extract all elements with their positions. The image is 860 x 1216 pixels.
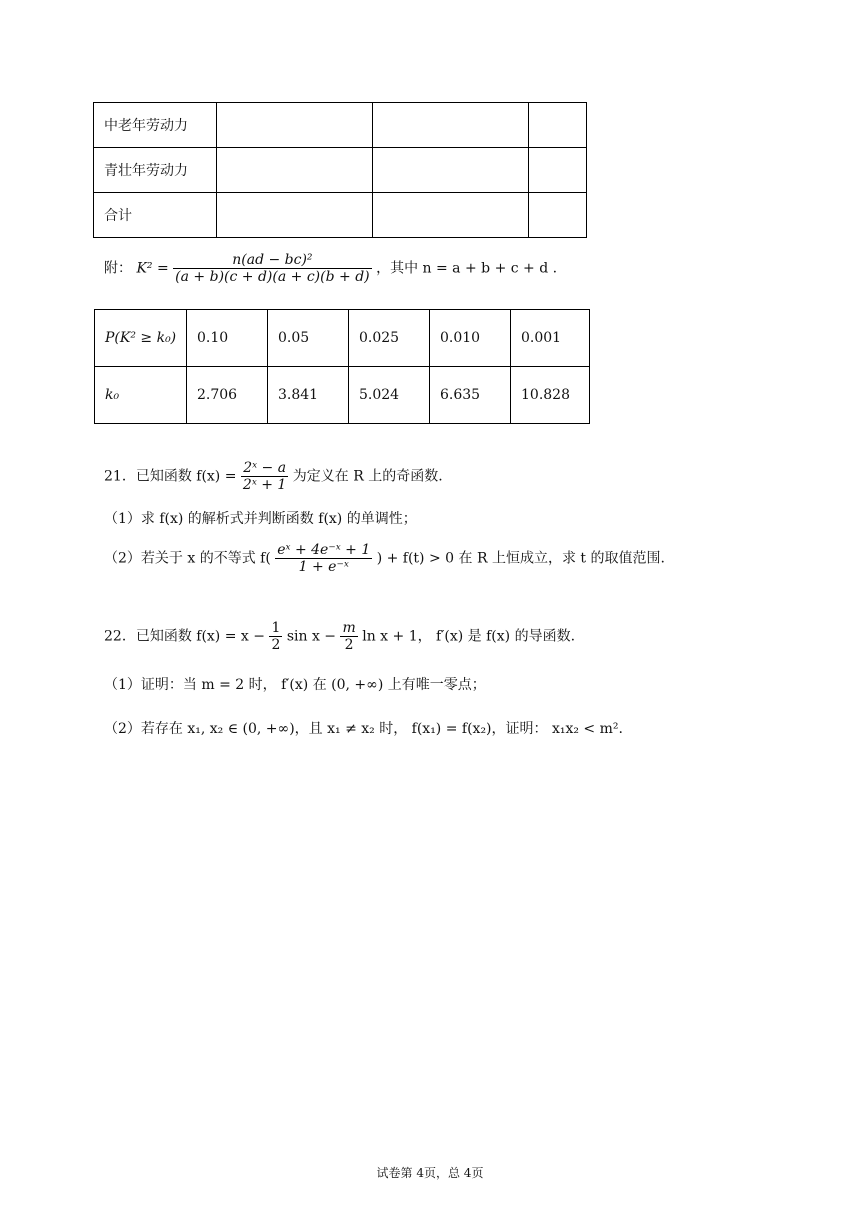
- p-value-cell: 0.10: [187, 310, 268, 367]
- table-cell: [529, 103, 587, 148]
- formula-suffix: ，其中 n = a + b + c + d .: [376, 260, 558, 277]
- table-row: [95, 367, 590, 424]
- question-21-part-2: （2）若关于 x 的不等式 f( $\frac{\text{eˣ + 4e⁻ˣ + 1}}{\text{1 + e⁻ˣ}}$ ) + f(t) > 0 在 R 上恒成立，求 t 的取值范围.: [104, 542, 665, 575]
- row-label: 合计: [94, 193, 217, 238]
- question-22-part-2: （2）若存在 x₁, x₂ ∈ (0, +∞)，且 x₁ ≠ x₂ 时， f(x₁) = f(x₂)，证明： x₁x₂ < m².: [104, 721, 623, 737]
- page-footer: 试卷第 4页，总 4页: [376, 1166, 484, 1180]
- q21-part2-fraction: $\frac{\text{eˣ + 4e⁻ˣ + 1}}{\text{1 + e⁻ˣ}}$: [277, 542, 371, 575]
- q21-fraction: $\frac{\text{2ˣ − a}}{\text{2ˣ + 1}}$: [242, 460, 287, 493]
- formula-numerator: n(ad − bc)²: [173, 252, 371, 269]
- p-row-label: P(K² ≥ k₀): [95, 310, 187, 367]
- q22-m-fraction: $\frac{m}{2}$: [342, 620, 356, 653]
- k-value-cell: 3.841: [268, 367, 349, 424]
- table-cell: [373, 148, 529, 193]
- table-row: [95, 310, 590, 367]
- table-row: [94, 148, 587, 193]
- question-22-stem: 22．已知函数 f(x) = x − $\frac{1}{2}$ sin x − $\frac{m}{2}$ ln x + 1， f′(x) 是 f(x) 的导函数.: [104, 620, 576, 653]
- row-label: 中老年劳动力: [94, 103, 217, 148]
- table-cell: [217, 193, 373, 238]
- table-cell: [373, 193, 529, 238]
- formula-fraction: [173, 252, 371, 285]
- p-value-cell: 0.05: [268, 310, 349, 367]
- question-21-stem: 21．已知函数 f(x) = $\frac{\text{2ˣ − a}}{\text{2ˣ + 1}}$ 为定义在 R 上的奇函数.: [104, 460, 443, 493]
- appendix-prefix: 附：: [104, 260, 132, 277]
- table-row: [94, 193, 587, 238]
- table-cell: [217, 103, 373, 148]
- p-value-cell: 0.025: [349, 310, 430, 367]
- table-cell: [529, 193, 587, 238]
- formula-lhs: K² =: [136, 260, 169, 277]
- table-cell: [529, 148, 587, 193]
- table-cell: [217, 148, 373, 193]
- critical-value-table: [94, 309, 590, 424]
- k-value-cell: 2.706: [187, 367, 268, 424]
- q22-half-fraction: $\frac{1}{2}$: [271, 620, 281, 653]
- formula-denominator: (a + b)(c + d)(a + c)(b + d): [175, 269, 370, 285]
- k-row-label: k₀: [95, 367, 187, 424]
- appendix-formula: [104, 252, 557, 285]
- table-cell: [373, 103, 529, 148]
- question-21-part-1: （1）求 f(x) 的解析式并判断函数 f(x) 的单调性；: [104, 511, 417, 527]
- question-22-part-1: （1）证明：当 m = 2 时， f′(x) 在 (0, +∞) 上有唯一零点；: [104, 677, 486, 693]
- table-row: [94, 103, 587, 148]
- k-value-cell: 6.635: [430, 367, 511, 424]
- p-value-cell: 0.001: [511, 310, 590, 367]
- row-label: 青壮年劳动力: [94, 148, 217, 193]
- k-value-cell: 5.024: [349, 367, 430, 424]
- contingency-table: [93, 102, 587, 238]
- p-value-cell: 0.010: [430, 310, 511, 367]
- k-value-cell: 10.828: [511, 367, 590, 424]
